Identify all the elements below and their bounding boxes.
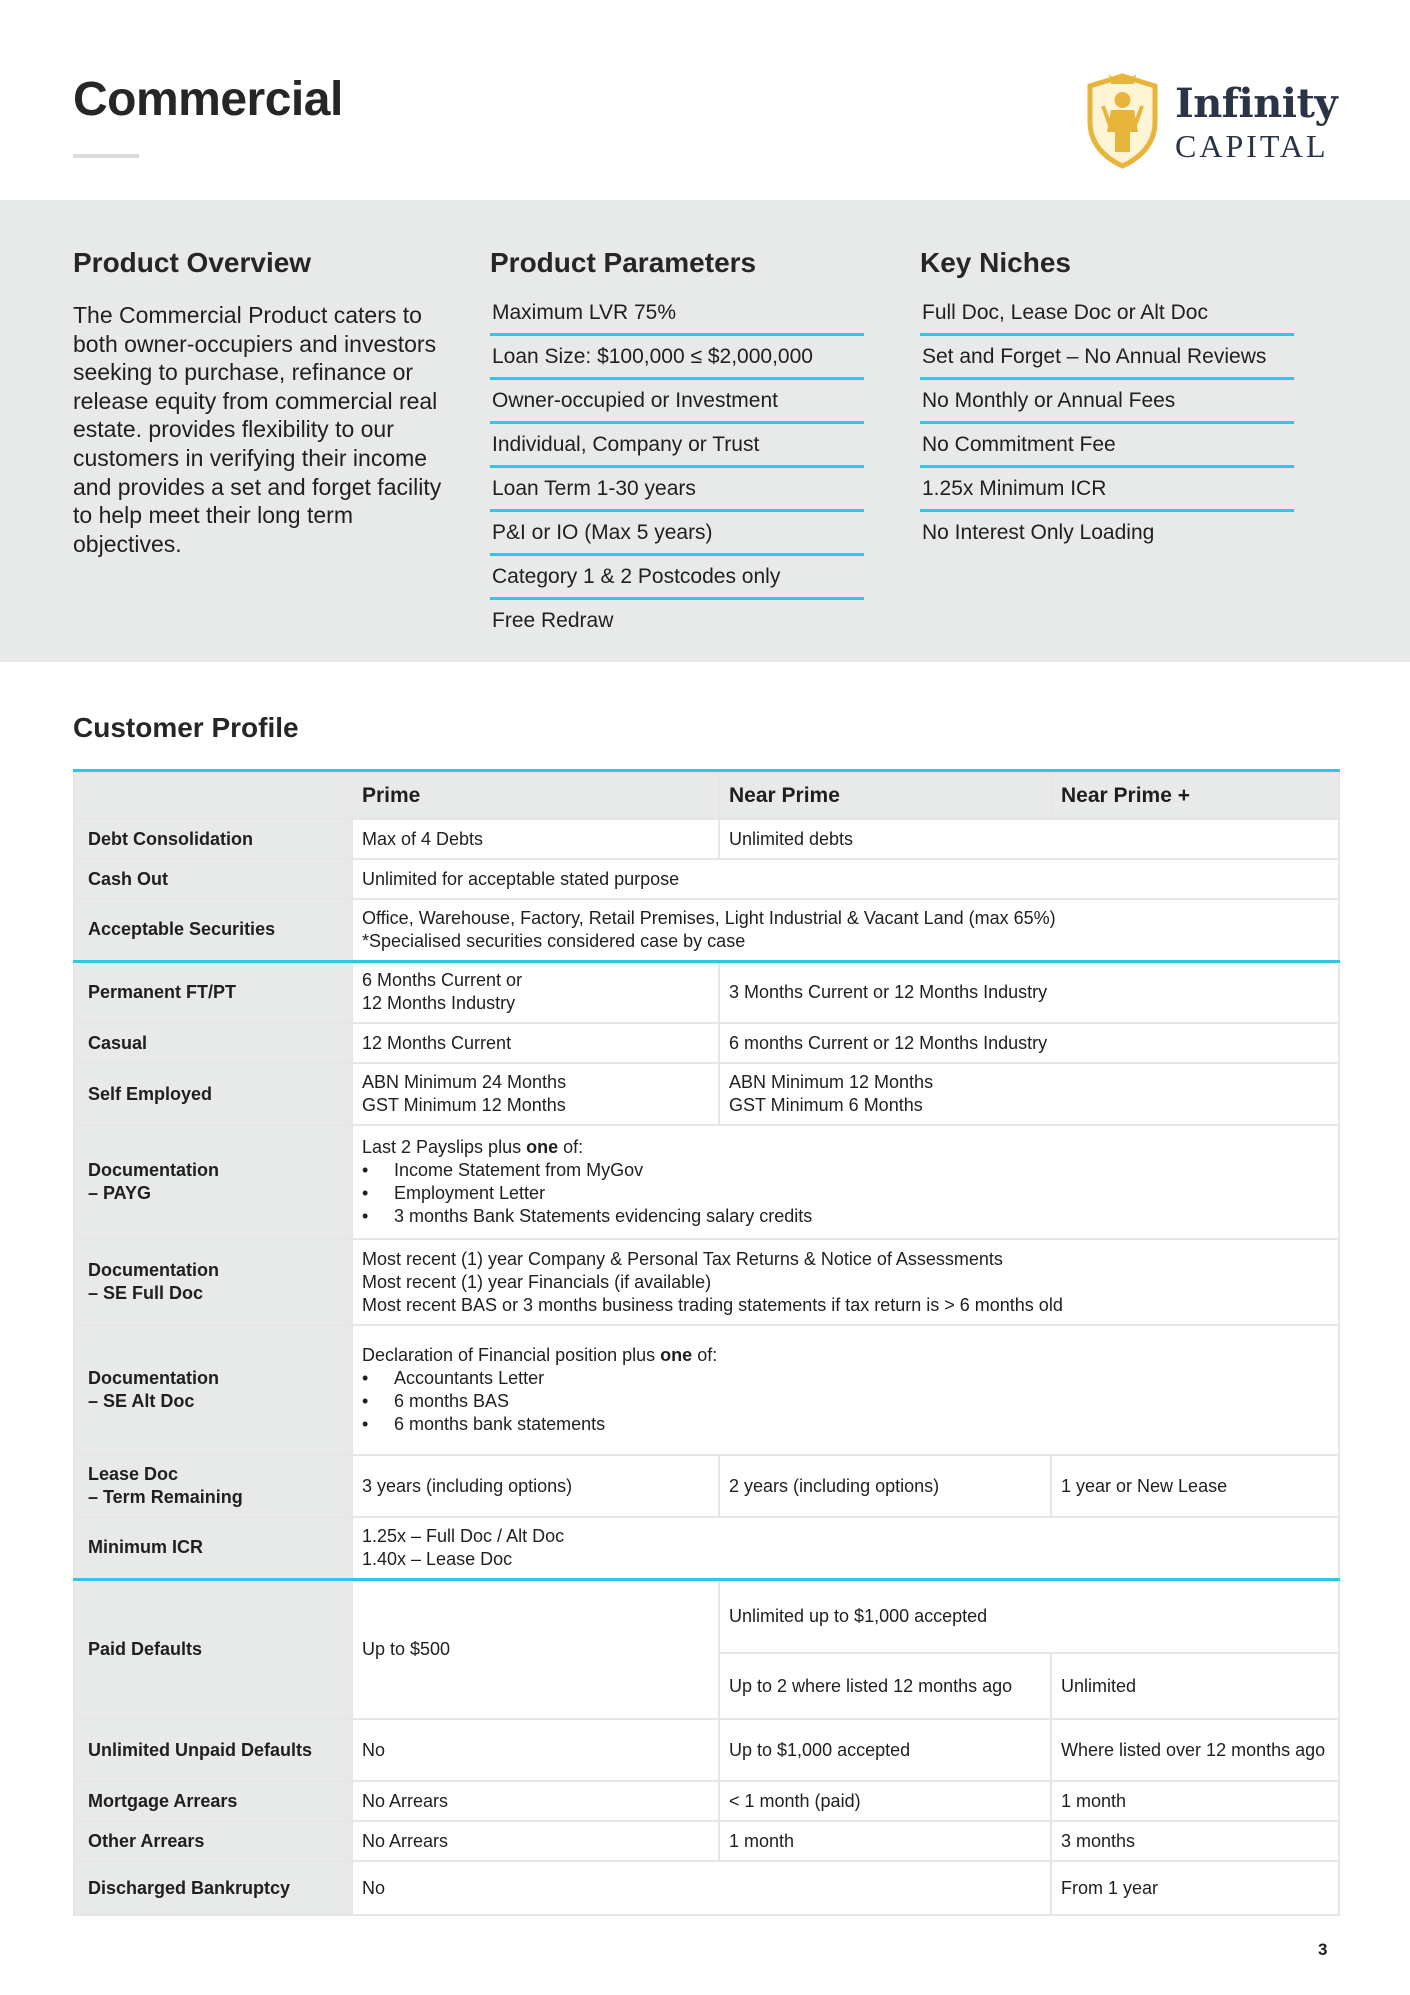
row-label (74, 1125, 352, 1239)
table-cell: No (352, 1861, 1051, 1915)
cell-line: ABN Minimum 24 Months (362, 1072, 567, 1092)
table-cell: 3 years (including options) (352, 1455, 719, 1517)
bullet-item: • Employment Letter (362, 1182, 1329, 1205)
cell-line: Most recent (1) year Financials (if available) (362, 1271, 712, 1292)
row-label-line: Documentation (88, 1160, 220, 1180)
table-cell: From 1 year (1051, 1861, 1339, 1915)
table-cell: 1 month (1051, 1781, 1339, 1821)
niche-item: 1.25x Minimum ICR (920, 468, 1294, 512)
cell-line (362, 1344, 1329, 1367)
table-cell: No Arrears (352, 1781, 719, 1821)
table-row (74, 1821, 1339, 1861)
key-niches-heading: Key Niches (920, 247, 1071, 278)
table-cell (352, 1325, 1339, 1455)
cell-line: 1.25x – Full Doc / Alt Doc (362, 1525, 565, 1546)
row-label-line: Documentation (88, 1368, 220, 1388)
cell-line: ABN Minimum 12 Months (729, 1072, 934, 1092)
table-cell (352, 1125, 1339, 1239)
logo-wordmark-line1: Infinity (1175, 80, 1338, 127)
table-cell (352, 1239, 1339, 1325)
parameter-item: Free Redraw (492, 609, 614, 632)
table-cell: Unlimited debts (719, 819, 1339, 859)
row-label: Debt Consolidation (74, 819, 352, 859)
table-row (74, 1023, 1339, 1063)
parameter-item: Loan Term 1-30 years (490, 468, 864, 512)
table-row (74, 859, 1339, 899)
parameter-item: Individual, Company or Trust (490, 424, 864, 468)
row-label: Permanent FT/PT (74, 961, 352, 1023)
table-cell: 2 years (including options) (719, 1455, 1051, 1517)
row-label (74, 1325, 352, 1455)
bullet-list (362, 1367, 1329, 1436)
table-cell: 12 Months Current (352, 1023, 719, 1063)
table-row (74, 1063, 1339, 1125)
table-row (74, 1325, 1339, 1455)
table-cell: 1 year or New Lease (1051, 1455, 1339, 1517)
table-row (74, 819, 1339, 859)
niche-item: Set and Forget – No Annual Reviews (920, 336, 1294, 380)
niche-item: No Commitment Fee (920, 424, 1294, 468)
table-row (74, 1719, 1339, 1781)
table-cell: Up to $500 (352, 1579, 719, 1719)
cell-text: of: (692, 1345, 718, 1365)
row-label: Minimum ICR (74, 1517, 352, 1579)
cell-line: GST Minimum 12 Months (362, 1095, 566, 1115)
row-label-line: – SE Alt Doc (88, 1391, 195, 1411)
table-row (74, 1861, 1339, 1915)
table-cell (352, 1063, 719, 1125)
table-cell: No (352, 1719, 719, 1781)
bullet-item: • 6 months BAS (362, 1390, 1329, 1413)
column-header-near-prime-plus: Near Prime + (1051, 771, 1339, 820)
column-header-prime: Prime (352, 771, 719, 820)
table-cell: Up to $1,000 accepted (719, 1719, 1051, 1781)
cell-line: Most recent (1) year Company & Personal Tax Returns & Notice of Assessments (362, 1248, 1003, 1269)
company-logo (1085, 70, 1338, 170)
row-label: Cash Out (74, 859, 352, 899)
table-row (74, 1125, 1339, 1239)
parameter-item: P&I or IO (Max 5 years) (490, 512, 864, 556)
table-row (74, 1781, 1339, 1821)
table-row (74, 1455, 1339, 1517)
row-label: Acceptable Securities (74, 899, 352, 961)
cell-line: 1.40x – Lease Doc (362, 1548, 513, 1569)
table-cell (352, 899, 1339, 961)
row-label: Paid Defaults (74, 1579, 352, 1719)
knight-shield-icon (1085, 70, 1160, 170)
table-row (74, 1579, 1339, 1653)
cell-text-bold: one (660, 1345, 693, 1365)
cell-line: 12 Months Industry (362, 993, 516, 1014)
table-cell (719, 1063, 1339, 1125)
table-cell: Unlimited (1051, 1653, 1339, 1719)
parameter-item: Maximum LVR 75% (490, 292, 864, 336)
bullet-item: • Income Statement from MyGov (362, 1159, 1329, 1182)
bullet-item: • 3 months Bank Statements evidencing salary credits (362, 1205, 1329, 1228)
row-label: Other Arrears (74, 1821, 352, 1861)
table-cell (352, 961, 719, 1023)
parameter-item: Category 1 & 2 Postcodes only (490, 556, 864, 600)
table-row (74, 1239, 1339, 1325)
cell-line: GST Minimum 6 Months (729, 1095, 923, 1115)
product-parameters-heading: Product Parameters (490, 247, 757, 278)
customer-profile-table (73, 769, 1340, 1916)
table-row (74, 899, 1339, 961)
product-overview-text: The Commercial Product caters to both owner-occupiers and investors seeking to purchase, refinance or release equity from commercial real estate. provides flexibility to our customers in verifying their income and provides a set and forget facility to help meet their long term objectives. (73, 302, 442, 557)
parameter-item: Owner-occupied or Investment (490, 380, 864, 424)
cell-text: Declaration of Financial position plus (362, 1345, 661, 1365)
cell-line: Most recent BAS or 3 months business trading statements if tax return is > 6 months old (362, 1294, 1063, 1315)
column-header-near-prime: Near Prime (719, 771, 1051, 820)
row-label-line: Documentation (88, 1260, 220, 1280)
bullet-item: • Accountants Letter (362, 1367, 1329, 1390)
table-cell: No Arrears (352, 1821, 719, 1861)
niche-item: No Interest Only Loading (922, 521, 1155, 544)
table-header-row (74, 771, 1339, 820)
table-cell: Max of 4 Debts (352, 819, 719, 859)
table-cell: 3 months (1051, 1821, 1339, 1861)
row-label-line: – PAYG (88, 1183, 152, 1203)
row-label-line: – SE Full Doc (88, 1283, 204, 1303)
table-cell: Unlimited for acceptable stated purpose (352, 859, 1339, 899)
niche-item: No Monthly or Annual Fees (920, 380, 1294, 424)
row-label-line: – Term Remaining (88, 1487, 243, 1507)
cell-text: Last 2 Payslips plus (362, 1137, 527, 1157)
cell-line: 6 Months Current or (362, 970, 523, 991)
cell-text-bold: one (526, 1137, 559, 1157)
logo-wordmark-line2: CAPITAL (1175, 128, 1329, 164)
row-label: Self Employed (74, 1063, 352, 1125)
table-cell: 6 months Current or 12 Months Industry (719, 1023, 1339, 1063)
row-label-line: Lease Doc (88, 1464, 179, 1484)
product-overview-heading: Product Overview (73, 247, 312, 278)
customer-profile-heading: Customer Profile (73, 712, 299, 743)
page-number: 3 (1318, 1940, 1328, 1959)
bullet-item: • 6 months bank statements (362, 1413, 1329, 1436)
table-cell (352, 1517, 1339, 1579)
row-label: Unlimited Unpaid Defaults (74, 1719, 352, 1781)
header-cell-empty (74, 771, 352, 820)
cell-text: of: (558, 1137, 584, 1157)
table-row (74, 1517, 1339, 1579)
row-label (74, 1239, 352, 1325)
table-cell: < 1 month (paid) (719, 1781, 1051, 1821)
niche-item: Full Doc, Lease Doc or Alt Doc (920, 292, 1294, 336)
table-cell: Up to 2 where listed 12 months ago (719, 1653, 1051, 1719)
table-row (74, 961, 1339, 1023)
page-title: Commercial (73, 73, 343, 126)
cell-line: Office, Warehouse, Factory, Retail Premises, Light Industrial & Vacant Land (max 65%) (362, 907, 1056, 928)
row-label: Mortgage Arrears (74, 1781, 352, 1821)
row-label: Casual (74, 1023, 352, 1063)
table-cell: Where listed over 12 months ago (1051, 1719, 1339, 1781)
cell-line: *Specialised securities considered case by case (362, 930, 746, 951)
key-niches-list (920, 292, 1294, 553)
table-cell: 3 Months Current or 12 Months Industry (719, 961, 1339, 1023)
bullet-list (362, 1159, 1329, 1228)
product-parameters-list (490, 292, 864, 641)
table-cell: 1 month (719, 1821, 1051, 1861)
row-label: Discharged Bankruptcy (74, 1861, 352, 1915)
title-underline (73, 154, 139, 158)
cell-line (362, 1136, 1329, 1159)
parameter-item: Loan Size: $100,000 ≤ $2,000,000 (490, 336, 864, 380)
table-cell: Unlimited up to $1,000 accepted (719, 1579, 1339, 1653)
row-label (74, 1455, 352, 1517)
